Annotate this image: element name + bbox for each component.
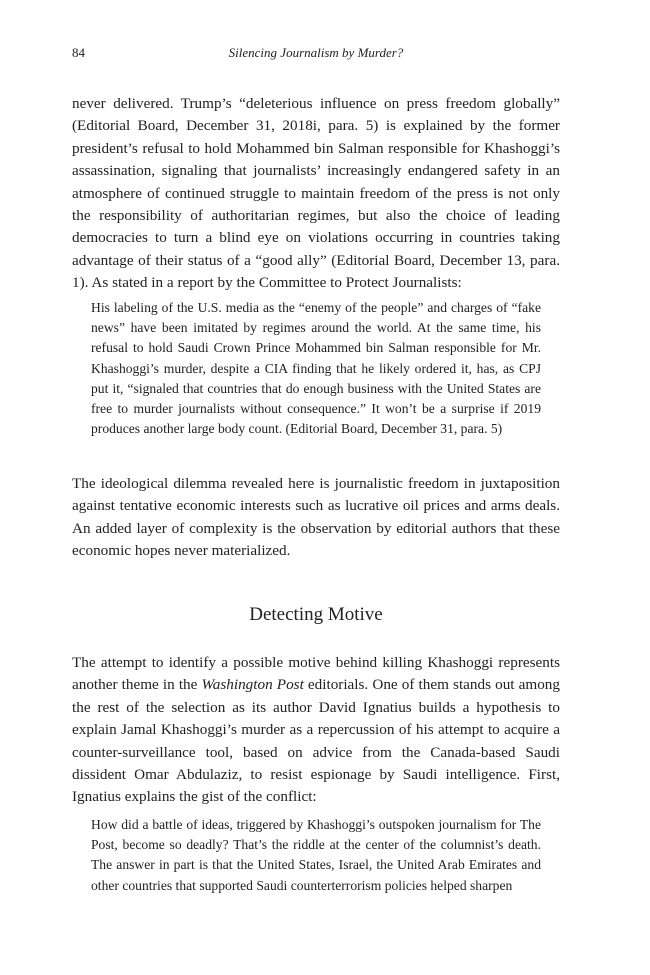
- running-head: [72, 45, 560, 65]
- body-paragraph: never delivered. Trump’s “deleterious influence on press freedom globally” (Editorial Board, December 31, 2018i, para. 5) is explained by the former president’s refusal to hold Mohammed bin Salman responsible for Khashoggi’s assassination, signaling that journalists’ increasingly endangered safety in an atmosphere of continued struggle to maintain freedom of the press is not only the responsibility of authoritarian regimes, but also the choice of leading democracies to turn a blind eye on violations occurring in countries taking advantage of their status of a “good ally” (Editorial Board, December 13, para. 1). As stated in a report by the Committee to Protect Journalists:: [72, 95, 560, 292]
- body-paragraph: The ideological dilemma revealed here is journalistic freedom in juxtaposition against tentative economic interests such as lucrative oil prices and arms deals. An added layer of complexity is the observation by editorial authors that these economic hopes never materialized.: [72, 475, 560, 560]
- block-quote: How did a battle of ideas, triggered by Khashoggi’s outspoken journalism for The Post, become so deadly? That’s the riddle at the center of the columnist’s death. The answer in part is that the United States, Israel, the United Arab Emirates and other countries that supported Saudi counterterrorism policies helped sharpen: [91, 817, 541, 893]
- paragraph-text: editorials. One of them stands out among the rest of the selection as its author David Ignatius builds a hypothesis to explain Jamal Khashoggi’s murder as a repercussion of his attempt to acquire a counter-surveillance tool, based on advice from the Canada-based Saudi dissident Omar Abdulaziz, to resist espionage by Saudi intelligence. First, Ignatius explains the gist of the conflict:: [72, 676, 560, 806]
- block-quote: His labeling of the U.S. media as the “enemy of the people” and charges of “fake news” have been imitated by regimes around the world. At the same time, his refusal to hold Saudi Crown Prince Mohammed bin Salman responsible for Mr. Khashoggi’s murder, despite a CIA finding that he likely ordered it, has, as CPJ put it, “signaled that countries that do enough business with the United States are free to murder journalists without consequence.” It won’t be a surprise if 2019 produces another large body count. (Editorial Board, December 31, para. 5): [91, 300, 541, 437]
- page-number: 84: [72, 45, 85, 60]
- running-title: Silencing Journalism by Murder?: [228, 45, 404, 60]
- section-heading: Detecting Motive: [249, 604, 383, 625]
- publication-title: Washington Post: [201, 676, 304, 694]
- paragraph-text: The attempt to identify a possible motive behind killing Khashoggi represents another theme in the: [72, 654, 560, 694]
- body-paragraph: [72, 652, 560, 809]
